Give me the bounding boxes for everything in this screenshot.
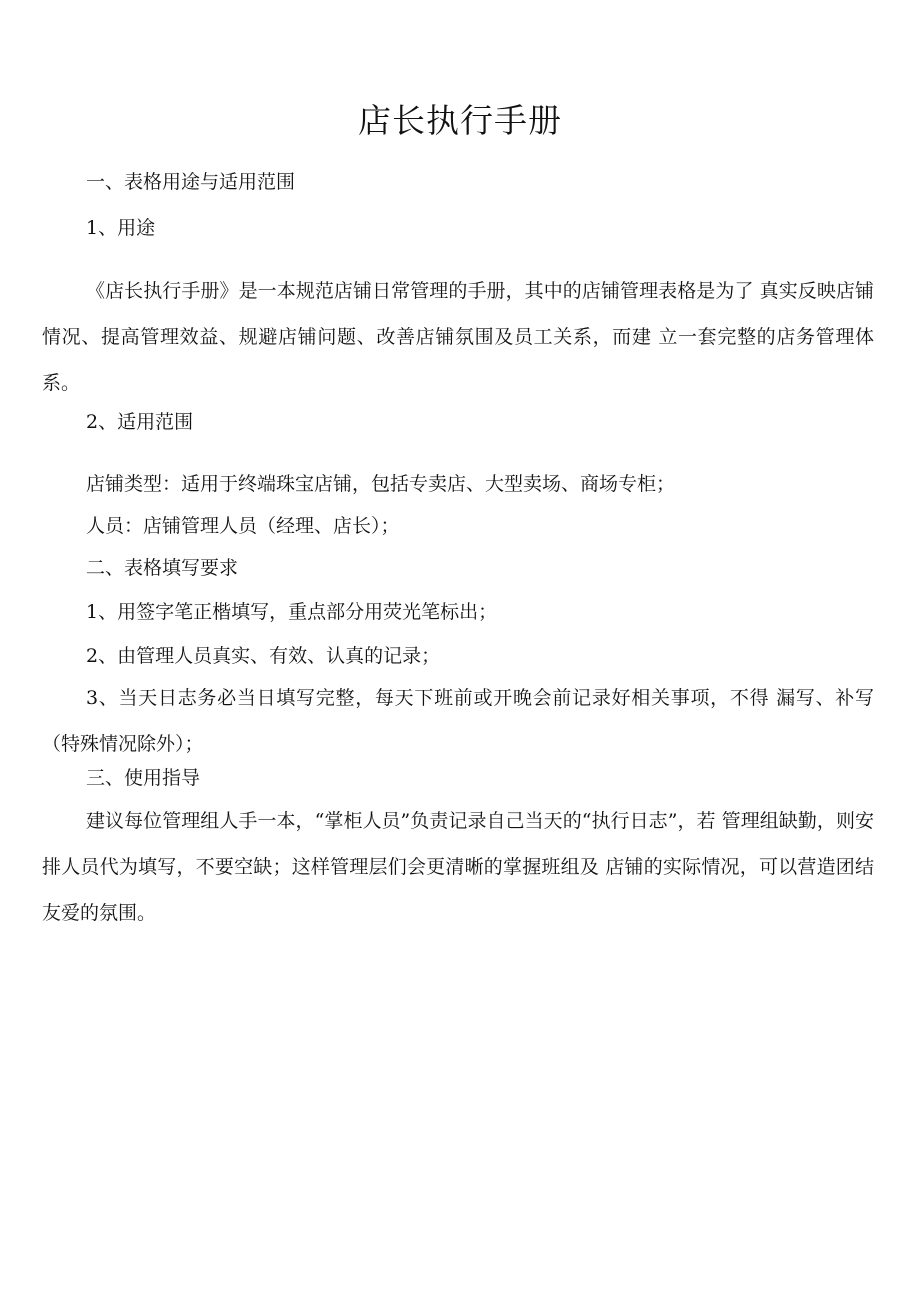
subsection-heading-scope: 2、适用范围 [86,411,194,433]
requirement-2: 2、由管理人员真实、有效、认真的记录； [86,645,441,667]
paragraph-guidance: 建议每位管理组人手一本，“掌柜人员”负责记录自己当天的“执行日志”，若 管理组缺勤，则安排人员代为填写，不要空缺；这样管理层们会更清晰的掌握班组及 店铺的实际情况，可以营造团结友爱的氛围。 [42,810,874,924]
subsection-heading-purpose: 1、用途 [86,217,156,239]
section-heading-2: 二、表格填写要求 [86,557,239,579]
requirement-3: 3、当天日志务必当日填写完整，每天下班前或开晚会前记录好相关事项，不得 漏写、补写（特殊情况除外）； [42,687,874,755]
requirement-1: 1、用签字笔正楷填写，重点部分用荧光笔标出； [86,601,498,623]
scope-store-type: 店铺类型：适用于终端珠宝店铺，包括专卖店、大型卖场、商场专柜； [86,473,676,495]
section-heading-1: 一、表格用途与适用范围 [86,171,296,193]
paragraph-purpose: 《店长执行手册》是一本规范店铺日常管理的手册，其中的店铺管理表格是为了 真实反映店铺情况、提高管理效益、规避店铺问题、改善店铺氛围及员工关系，而建 立一套完整的店务管理体系。 [42,280,874,394]
section-heading-3: 三、使用指导 [86,767,201,789]
scope-personnel: 人员：店铺管理人员（经理、店长）； [86,515,400,537]
page-title: 店长执行手册 [358,101,562,140]
